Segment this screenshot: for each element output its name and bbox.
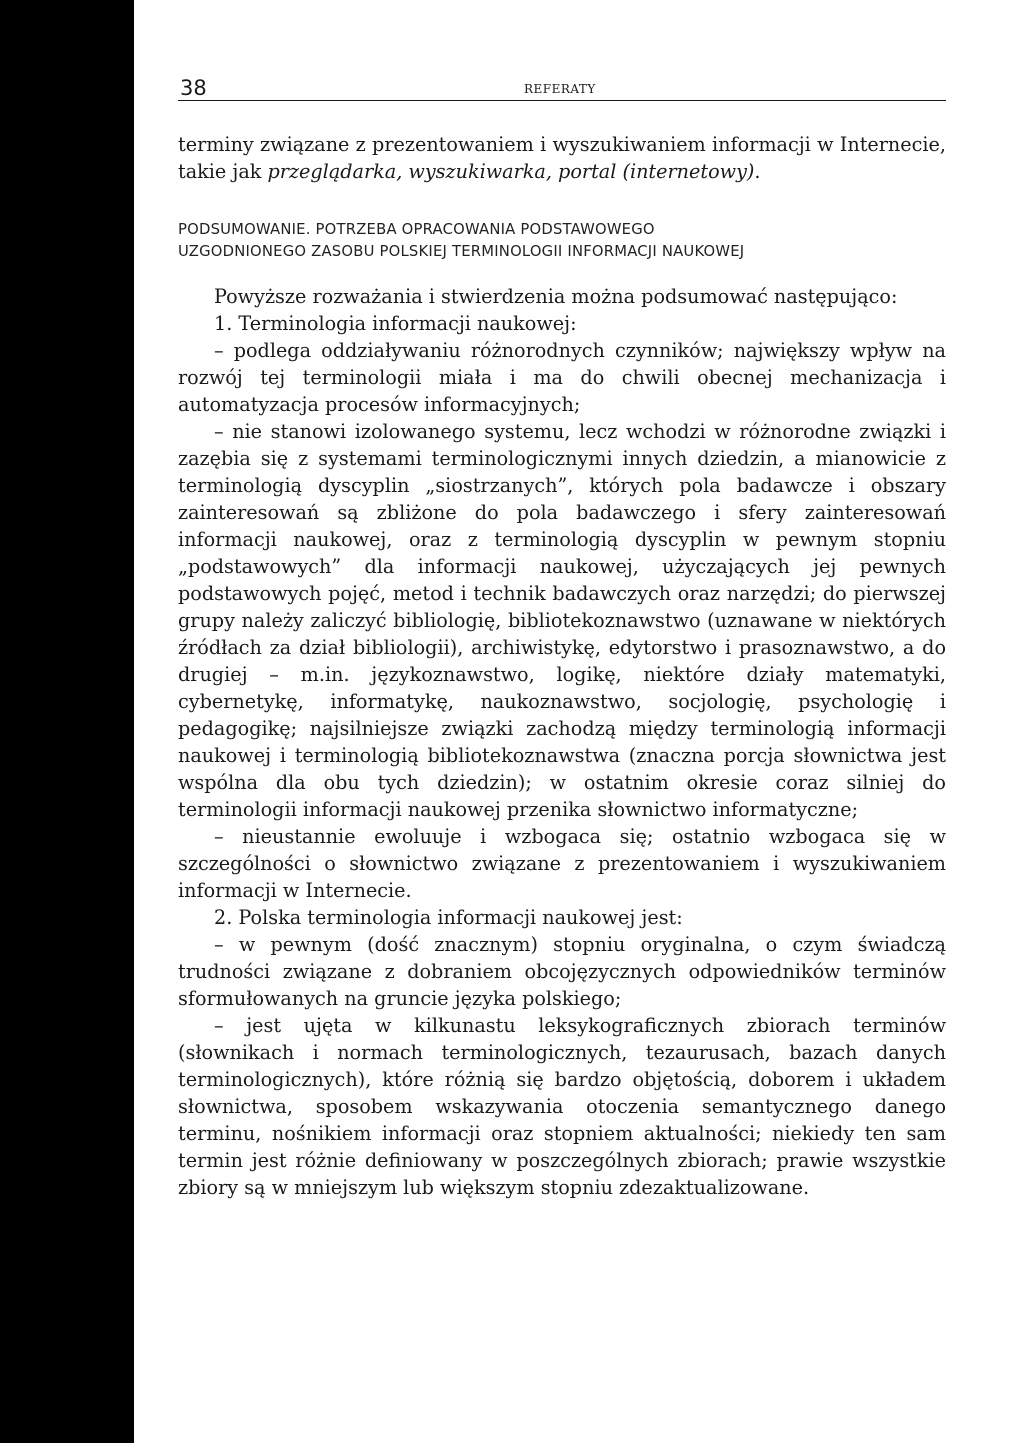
section-heading-line-1: PODSUMOWANIE. POTRZEBA OPRACOWANIA PODSTAWOWEGO [178,221,655,238]
page-number: 38 [180,76,207,100]
body-text [178,131,946,1201]
point-1-item-b: – nie stanowi izolowanego systemu, lecz wchodzi w różnorodne związki i zazębia się z systemami terminologicznymi innych dziedzin, a mianowicie z terminologią dyscyplin „siostrzanych”, których pola badawcze i obszary zainteresowań są zbliżone do pola badawczego i sfery zainteresowań informacji naukowej, oraz z terminologią dyscyplin w pewnym stopniu „podstawowych” dla informacji naukowej, użyczających jej pewnych podstawowych pojęć, metod i technik badawczych oraz narzędzi; do pierwszej grupy należy zaliczyć bibliologię, bibliotekoznawstwo (uznawane w niektórych źródłach za dział bibliologii), archiwistykę, edytorstwo i prasoznawstwo, a do drugiej – m.in. językoznawstwo, logikę, niektóre działy matematyki, cybernetykę, informatykę, naukoznawstwo, socjologię, psychologię i pedagogikę; najsilniejsze związki zachodzą między terminologią informacji naukowej i terminologią bibliotekoznawstwa (znaczna porcja słownictwa jest wspólna dla obu tych dziedzin); w ostatnim okresie coraz silniej do terminologii informacji naukowej przenika słownictwo informatyczne; [178,420,946,821]
point-1-item-c: – nieustannie ewoluuje i wzbogaca się; ostatnio wzbogaca się w szczególności o słownictwo związane z prezentowaniem i wyszukiwaniem informacji w Internecie. [178,825,946,902]
point-1-heading: 1. Terminologia informacji naukowej: [214,312,577,335]
intro-text: terminy związane z prezentowaniem i wyszukiwaniem informacji w Internecie, takie jak [178,133,946,183]
section-heading [178,219,946,263]
intro-italic-terms: przeglądarka, wyszukiwarka, portal (internetowy) [267,160,755,183]
point-2-item-b: – jest ujęta w kilkunastu leksykograficznych zbiorach terminów (słownikach i normach terminologicznych, tezaurusach, bazach danych terminologicznych), które różnią się bardzo objętością, doborem i układem słownictwa, sposobem wskazywania otoczenia semantycznego danego terminu, nośnikiem informacji oraz stopniem aktualności; niekiedy ten sam termin jest różnie definiowany w poszczególnych zbiorach; prawie wszystkie zbiory są w mniejszym lub większym stopniu zdezaktualizowane. [178,1014,946,1199]
document-page [134,0,1024,1443]
point-2-heading: 2. Polska terminologia informacji naukowej jest: [214,906,683,929]
intro-paragraph [178,131,946,185]
section-heading-line-2: UZGODNIONEGO ZASOBU POLSKIEJ TERMINOLOGII INFORMACJI NAUKOWEJ [178,243,745,260]
running-title: REFERATY [524,82,596,96]
intro-end: . [754,160,761,183]
point-2-item-a: – w pewnym (dość znacznym) stopniu oryginalna, o czym świadczą trudności związane z dobraniem obcojęzycznych odpowiedników terminów sformułowanych na gruncie języka polskiego; [178,933,946,1010]
point-1-item-a: – podlega oddziaływaniu różnorodnych czynników; największy wpływ na rozwój tej terminologii miała i ma do chwili obecnej mechanizacja i automatyzacja procesów informacyjnych; [178,339,946,416]
summary-intro: Powyższe rozważania i stwierdzenia można podsumować następująco: [214,285,898,308]
header-rule [178,100,946,101]
page-header [178,76,946,102]
